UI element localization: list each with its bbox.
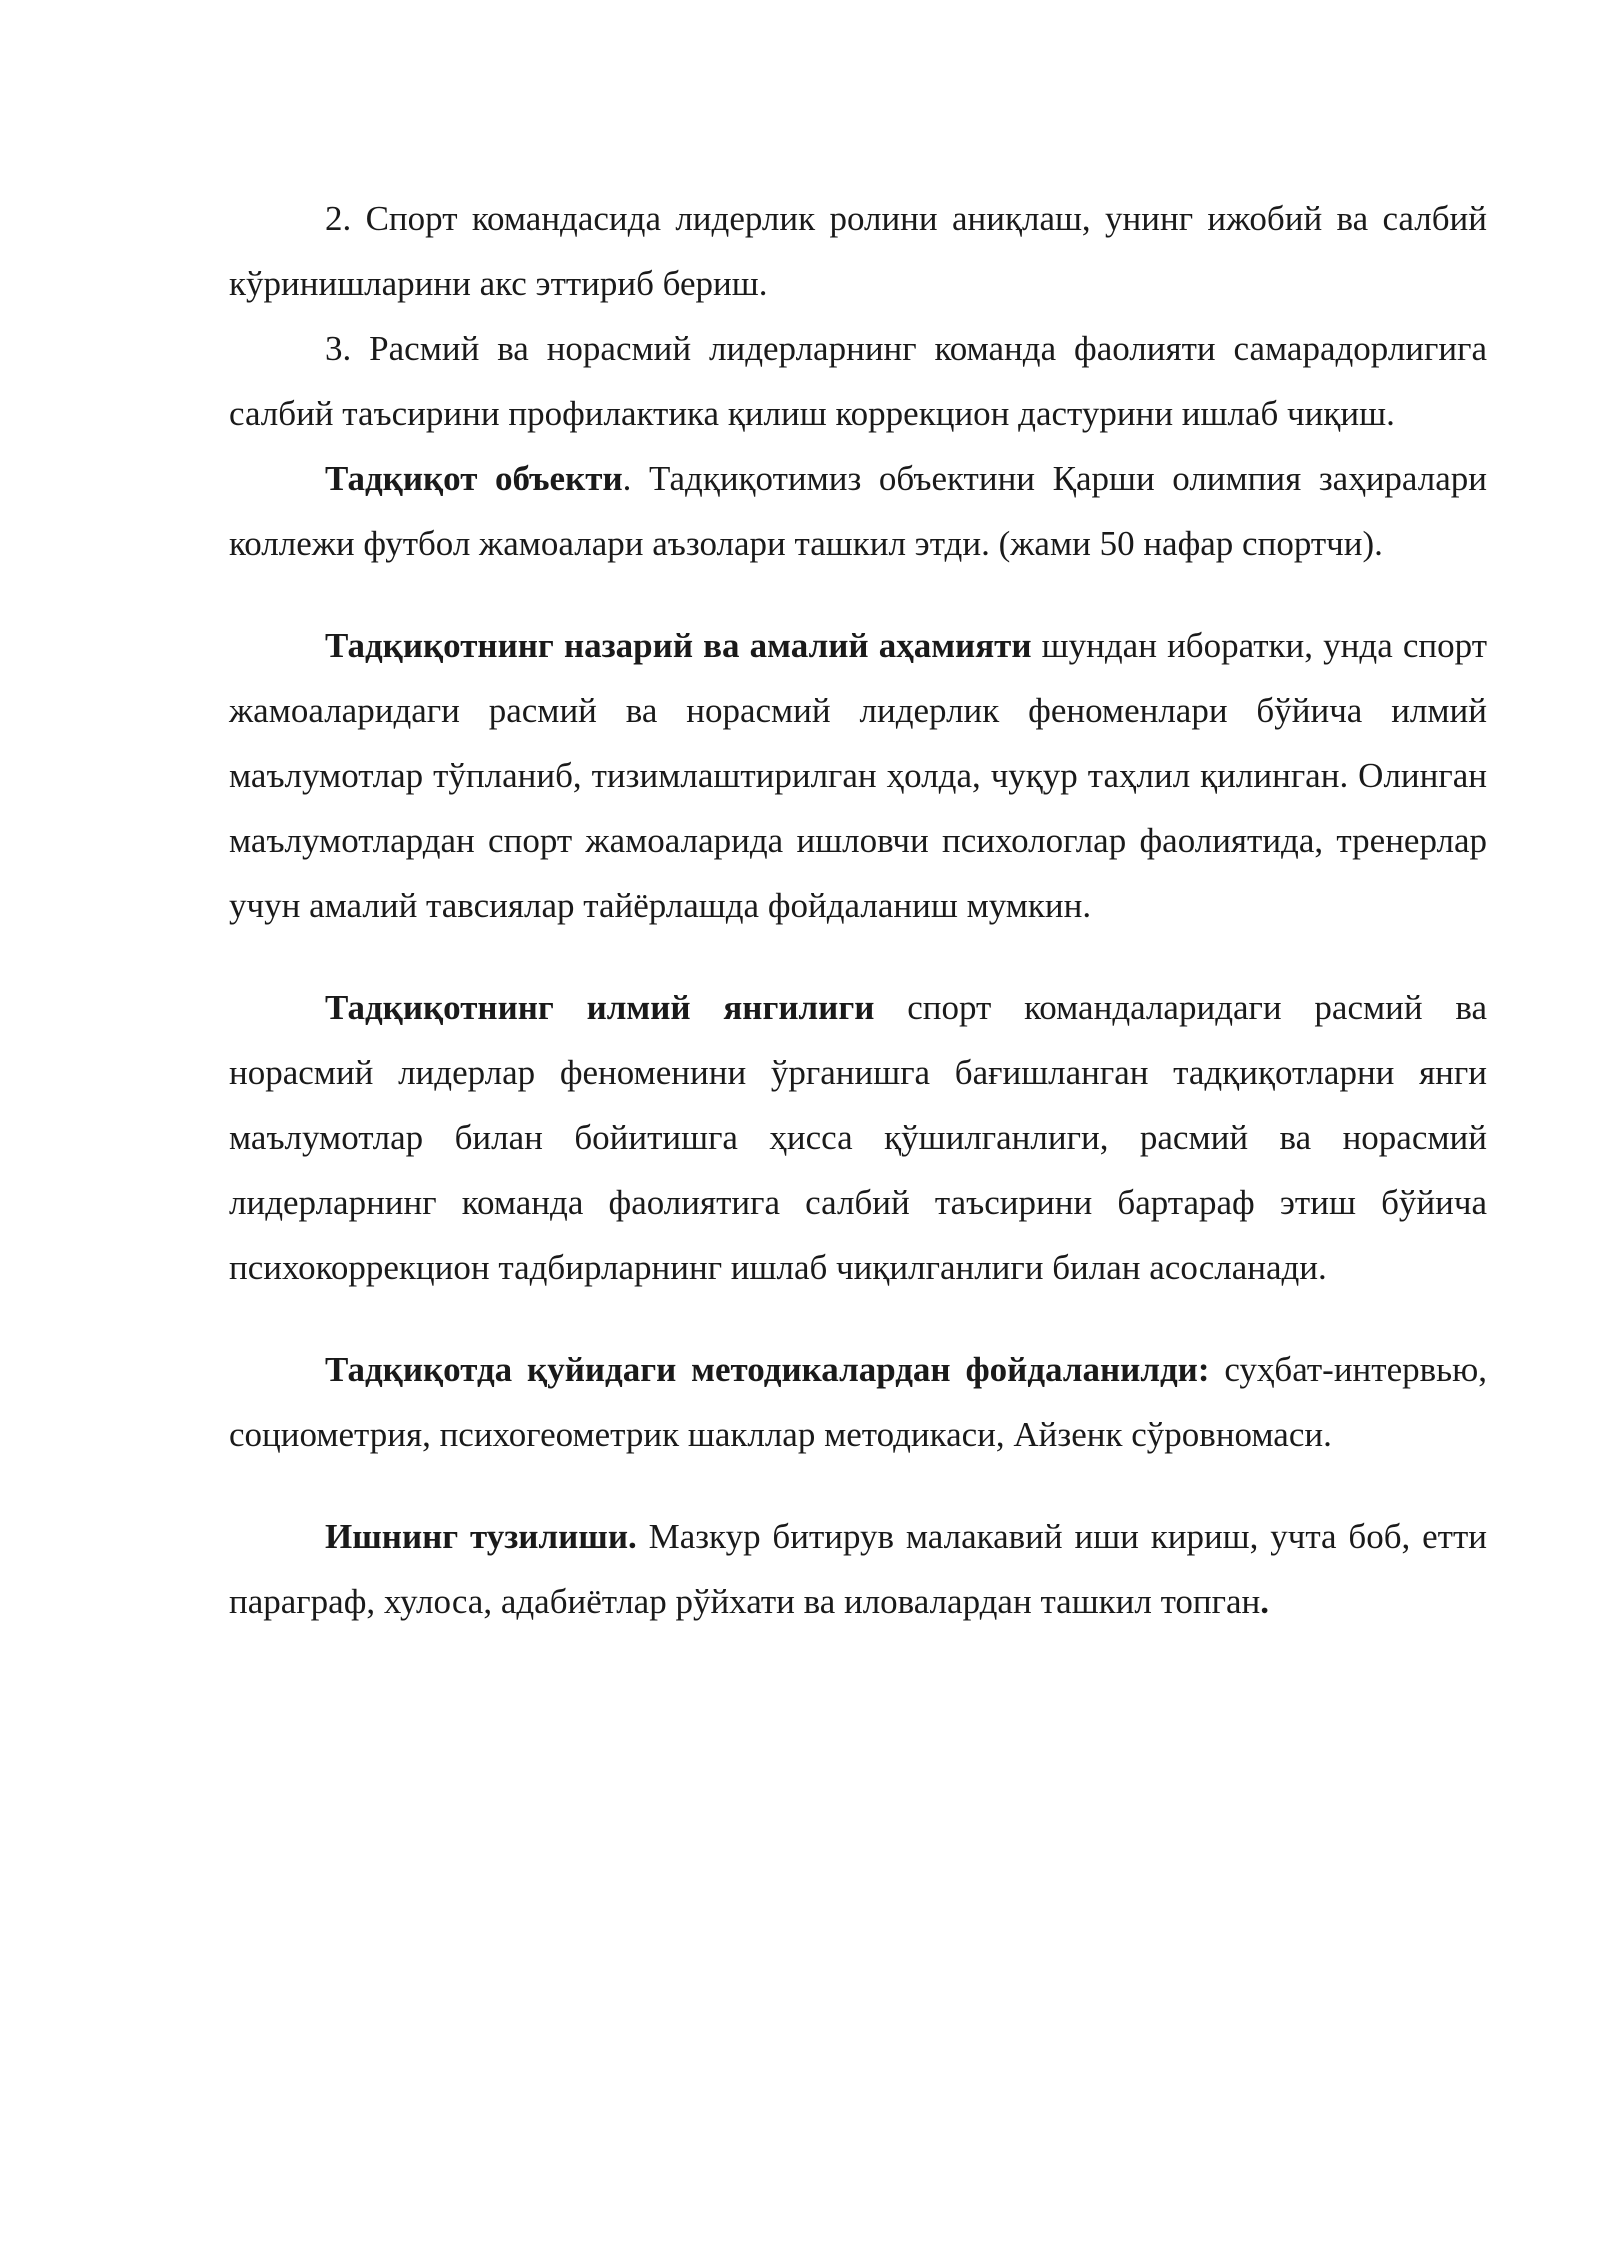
paragraph-significance: [229, 613, 1487, 938]
paragraph-task-2: [229, 186, 1487, 316]
paragraph-end-period: .: [1260, 1582, 1270, 1621]
paragraph-text: Мазкур битирув малакавий иши кириш, учта боб, етти параграф, хулоса, адабиётлар рўйхати ва иловалардан ташкил топган: [229, 1517, 1487, 1621]
paragraph-heading: Тадқиқотда қуйидаги методикалардан фойдаланилди:: [325, 1350, 1210, 1389]
paragraph-heading: Тадқиқот объекти: [325, 459, 623, 498]
paragraph-text: 2. Спорт командасида лидерлик ролини аниқлаш, унинг ижобий ва салбий кўринишларини акс эттириб бериш.: [229, 199, 1487, 303]
paragraph-methods: [229, 1337, 1487, 1467]
paragraph-text: . Тадқиқотимиз объектини Қарши олимпия заҳиралари коллежи футбол жамоалари аъзолари ташкил этди. (жами 50 нафар спортчи).: [229, 459, 1488, 563]
paragraph-research-object: [229, 446, 1487, 576]
paragraph-heading: Тадқиқотнинг назарий ва амалий аҳамияти: [325, 626, 1032, 665]
document-body: [229, 186, 1487, 1634]
paragraph-text: спорт командаларидаги расмий ва норасмий лидерлар феноменини ўрганишга бағишланган тадқиқотларни янги маълумотлар билан бойитишга ҳисса қўшилганлиги, расмий ва норасмий лидерларнинг команда фаолиятига салбий таъсирини бартараф этиш бўйича психокоррекцион тадбирларнинг ишлаб чиқилганлиги билан асосланади.: [229, 988, 1487, 1287]
paragraph-text: 3. Расмий ва норасмий лидерларнинг команда фаолияти самарадорлигига салбий таъсирини профилактика қилиш коррекцион дастурини ишлаб чиқиш.: [229, 329, 1487, 433]
paragraph-novelty: [229, 975, 1487, 1300]
paragraph-text: шундан иборатки, унда спорт жамоаларидаги расмий ва норасмий лидерлик феноменлари бўйича илмий маълумотлар тўпланиб, тизимлаштирилган ҳолда, чуқур таҳлил қилинган. Олинган маълумотлардан спорт жамоаларида ишловчи психологлар фаолиятида, тренерлар учун амалий тавсиялар тайёрлашда фойдаланиш мумкин.: [229, 626, 1487, 925]
paragraph-text: суҳбат-интервью, социометрия, психогеометрик шакллар методикаси, Айзенк сўровномаси.: [229, 1350, 1487, 1454]
paragraph-heading: Тадқиқотнинг илмий янгилиги: [325, 988, 875, 1027]
paragraph-task-3: [229, 316, 1487, 446]
paragraph-structure: [229, 1504, 1487, 1634]
paragraph-heading: Ишнинг тузилиши.: [325, 1517, 637, 1556]
